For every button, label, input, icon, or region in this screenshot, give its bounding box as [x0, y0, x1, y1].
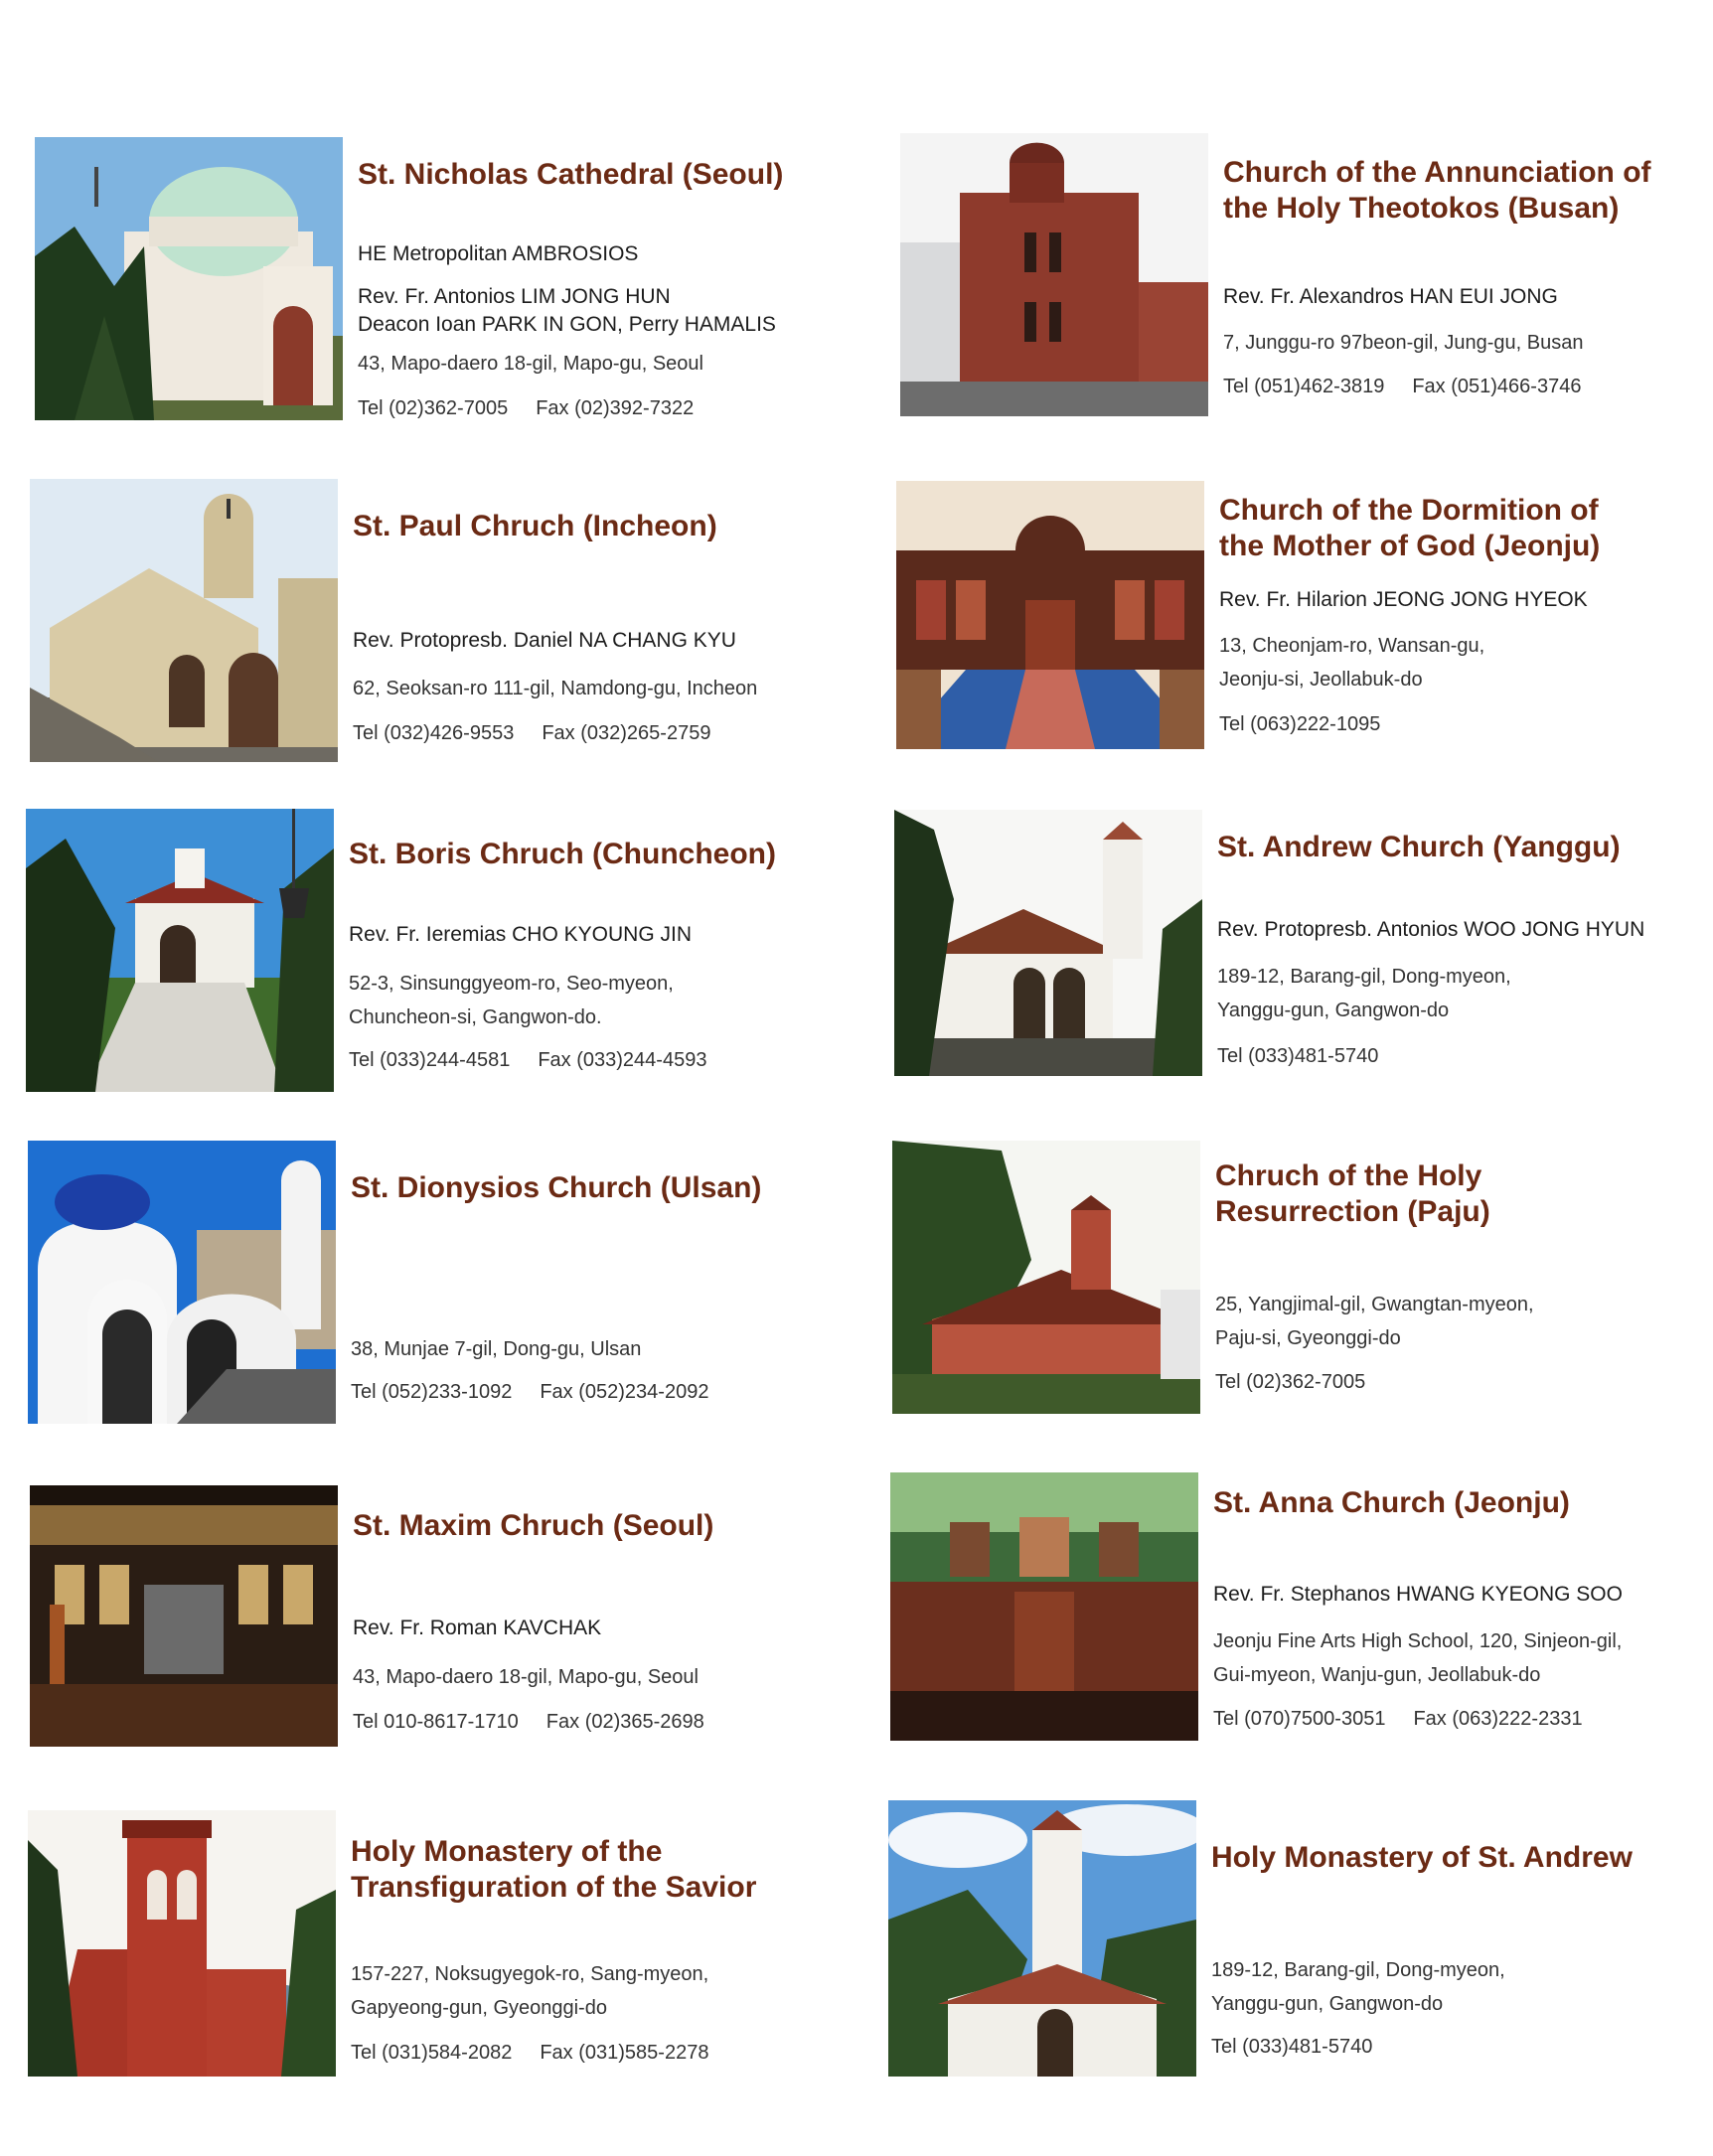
church-title: St. Anna Church (Jeonju): [1213, 1486, 1570, 1519]
cathedral-photo-illustration: [35, 137, 343, 420]
telephone-number: Tel (033)481-5740: [1211, 2036, 1373, 2058]
church-interior-illustration: [30, 1485, 338, 1747]
address-line: Chuncheon-si, Gangwon-do.: [349, 1006, 602, 1028]
fax-number: Fax (051)466-3746: [1412, 376, 1582, 397]
contact-line: [353, 1709, 889, 1735]
clergy-line: Rev. Fr. Roman KAVCHAK: [353, 1617, 602, 1639]
address-line: Paju-si, Gyeonggi-do: [1215, 1327, 1401, 1349]
church-photo-illustration: [28, 1141, 336, 1424]
fax-number: Fax (063)222-2331: [1413, 1708, 1583, 1730]
fax-number: Fax (02)365-2698: [545, 1711, 704, 1733]
church-interior-illustration: [890, 1472, 1198, 1741]
monastery-photo-illustration: [888, 1800, 1196, 2077]
clergy-line: Rev. Fr. Ieremias CHO KYOUNG JIN: [349, 923, 692, 946]
church-photo: [888, 1800, 1196, 2077]
address-line: Yanggu-gun, Gangwon-do: [1211, 1993, 1444, 2015]
clergy-line: Deacon Ioan PARK IN GON, Perry HAMALIS: [358, 313, 776, 336]
address-line: Gui-myeon, Wanju-gun, Jeollabuk-do: [1213, 1664, 1541, 1686]
contact-line: [349, 1047, 885, 1073]
church-photo-illustration: [26, 809, 334, 1092]
church-photo: [30, 479, 338, 762]
clergy-line: Rev. Protopresb. Daniel NA CHANG KYU: [353, 629, 736, 652]
telephone-number: Tel (02)362-7005: [1215, 1371, 1366, 1393]
clergy-line: Rev. Fr. Alexandros HAN EUI JONG: [1223, 285, 1558, 308]
address-line: 43, Mapo-daero 18-gil, Mapo-gu, Seoul: [358, 353, 703, 375]
church-entry-st-andrew: [894, 810, 1713, 1108]
church-photo-illustration: [900, 133, 1208, 416]
telephone-number: Tel (052)233-1092: [351, 1381, 513, 1403]
church-entry-st-andrew-monastery: [888, 1800, 1713, 2098]
church-photo: [900, 133, 1208, 416]
church-entry-st-dionysios: [28, 1141, 882, 1439]
address-line: Yanggu-gun, Gangwon-do: [1217, 1000, 1450, 1021]
church-title: St. Maxim Chruch (Seoul): [353, 1509, 714, 1542]
church-photo: [35, 137, 343, 420]
monastery-photo-illustration: [28, 1810, 336, 2077]
contact-line: [358, 395, 894, 421]
address-line: Gapyeong-gun, Gyeonggi-do: [351, 1997, 607, 2019]
contact-line: [1215, 1369, 1713, 1395]
telephone-number: Tel (031)584-2082: [351, 2042, 513, 2064]
church-photo: [28, 1141, 336, 1424]
clergy-line: Rev. Fr. Hilarion JEONG JONG HYEOK: [1219, 588, 1588, 611]
telephone-number: Tel (033)244-4581: [349, 1049, 511, 1071]
church-title: Holy Monastery of St. Andrew: [1211, 1841, 1633, 1874]
telephone-number: Tel (070)7500-3051: [1213, 1708, 1386, 1730]
fax-number: Fax (02)392-7322: [536, 397, 695, 419]
church-entry-dormition: [896, 481, 1713, 779]
address-line: 189-12, Barang-gil, Dong-myeon,: [1217, 966, 1511, 988]
telephone-number: Tel (051)462-3819: [1223, 376, 1385, 397]
contact-line: [353, 720, 889, 746]
church-photo: [28, 1810, 336, 2077]
church-photo: [890, 1472, 1198, 1741]
address-line: 157-227, Noksugyegok-ro, Sang-myeon,: [351, 1963, 709, 1985]
church-title: Holy Monastery of the Transfiguration of the Savior: [351, 1835, 757, 1904]
contact-line: [351, 1379, 887, 1405]
address-line: 189-12, Barang-gil, Dong-myeon,: [1211, 1959, 1505, 1981]
church-entry-transfiguration-monastery: [28, 1810, 882, 2108]
address-line: 52-3, Sinsunggyeom-ro, Seo-myeon,: [349, 973, 674, 995]
church-photo: [896, 481, 1204, 749]
telephone-number: Tel 010-8617-1710: [353, 1711, 519, 1733]
address-line: 38, Munjae 7-gil, Dong-gu, Ulsan: [351, 1338, 642, 1360]
church-entry-holy-resurrection: [892, 1141, 1713, 1439]
telephone-number: Tel (033)481-5740: [1217, 1045, 1379, 1067]
address-line: 43, Mapo-daero 18-gil, Mapo-gu, Seoul: [353, 1666, 699, 1688]
contact-line: [351, 2040, 887, 2066]
clergy-line: Rev. Protopresb. Antonios WOO JONG HYUN: [1217, 918, 1645, 941]
church-photo: [26, 809, 334, 1092]
address-line: 62, Seoksan-ro 111-gil, Namdong-gu, Incheon: [353, 678, 758, 699]
telephone-number: Tel (032)426-9553: [353, 722, 515, 744]
address-line: Jeonju Fine Arts High School, 120, Sinjeon-gil,: [1213, 1630, 1623, 1652]
clergy-line: HE Metropolitan AMBROSIOS: [358, 242, 639, 265]
church-interior-illustration: [896, 481, 1204, 749]
church-title: St. Boris Chruch (Chuncheon): [349, 838, 776, 870]
church-entry-st-boris: [26, 809, 880, 1107]
church-photo-illustration: [30, 479, 338, 762]
contact-line: [1217, 1043, 1713, 1069]
church-title: St. Andrew Church (Yanggu): [1217, 831, 1621, 863]
church-photo: [30, 1485, 338, 1747]
church-entry-st-nicholas: [35, 137, 889, 435]
contact-line: [1219, 711, 1713, 737]
address-line: 7, Junggu-ro 97beon-gil, Jung-gu, Busan: [1223, 332, 1584, 354]
address-line: 25, Yangjimal-gil, Gwangtan-myeon,: [1215, 1294, 1534, 1315]
fax-number: Fax (032)265-2759: [542, 722, 711, 744]
church-photo: [894, 810, 1202, 1076]
church-photo: [892, 1141, 1200, 1414]
church-title: St. Paul Chruch (Incheon): [353, 510, 717, 542]
telephone-number: Tel (063)222-1095: [1219, 713, 1381, 735]
church-title: Chruch of the Holy Resurrection (Paju): [1215, 1159, 1490, 1228]
church-photo-illustration: [892, 1141, 1200, 1414]
address-line: 13, Cheonjam-ro, Wansan-gu,: [1219, 635, 1485, 657]
church-entry-st-maxim: [30, 1485, 884, 1783]
church-title: Church of the Dormition of the Mother of God (Jeonju): [1219, 494, 1601, 562]
fax-number: Fax (031)585-2278: [540, 2042, 709, 2064]
church-entry-annunciation: [900, 133, 1713, 431]
church-title: Church of the Annunciation of the Holy Theotokos (Busan): [1223, 156, 1651, 225]
church-entry-st-paul: [30, 479, 884, 777]
church-photo-illustration: [894, 810, 1202, 1076]
clergy-line: Rev. Fr. Stephanos HWANG KYEONG SOO: [1213, 1583, 1623, 1606]
church-title: St. Nicholas Cathedral (Seoul): [358, 158, 784, 191]
fax-number: Fax (033)244-4593: [538, 1049, 707, 1071]
telephone-number: Tel (02)362-7005: [358, 397, 509, 419]
contact-line: [1211, 2034, 1713, 2060]
address-line: Jeonju-si, Jeollabuk-do: [1219, 669, 1423, 691]
clergy-line: Rev. Fr. Antonios LIM JONG HUN: [358, 285, 671, 308]
church-title: St. Dionysios Church (Ulsan): [351, 1171, 762, 1204]
fax-number: Fax (052)234-2092: [540, 1381, 709, 1403]
contact-line: [1213, 1706, 1713, 1732]
contact-line: [1223, 374, 1713, 399]
church-entry-st-anna: [890, 1472, 1713, 1771]
